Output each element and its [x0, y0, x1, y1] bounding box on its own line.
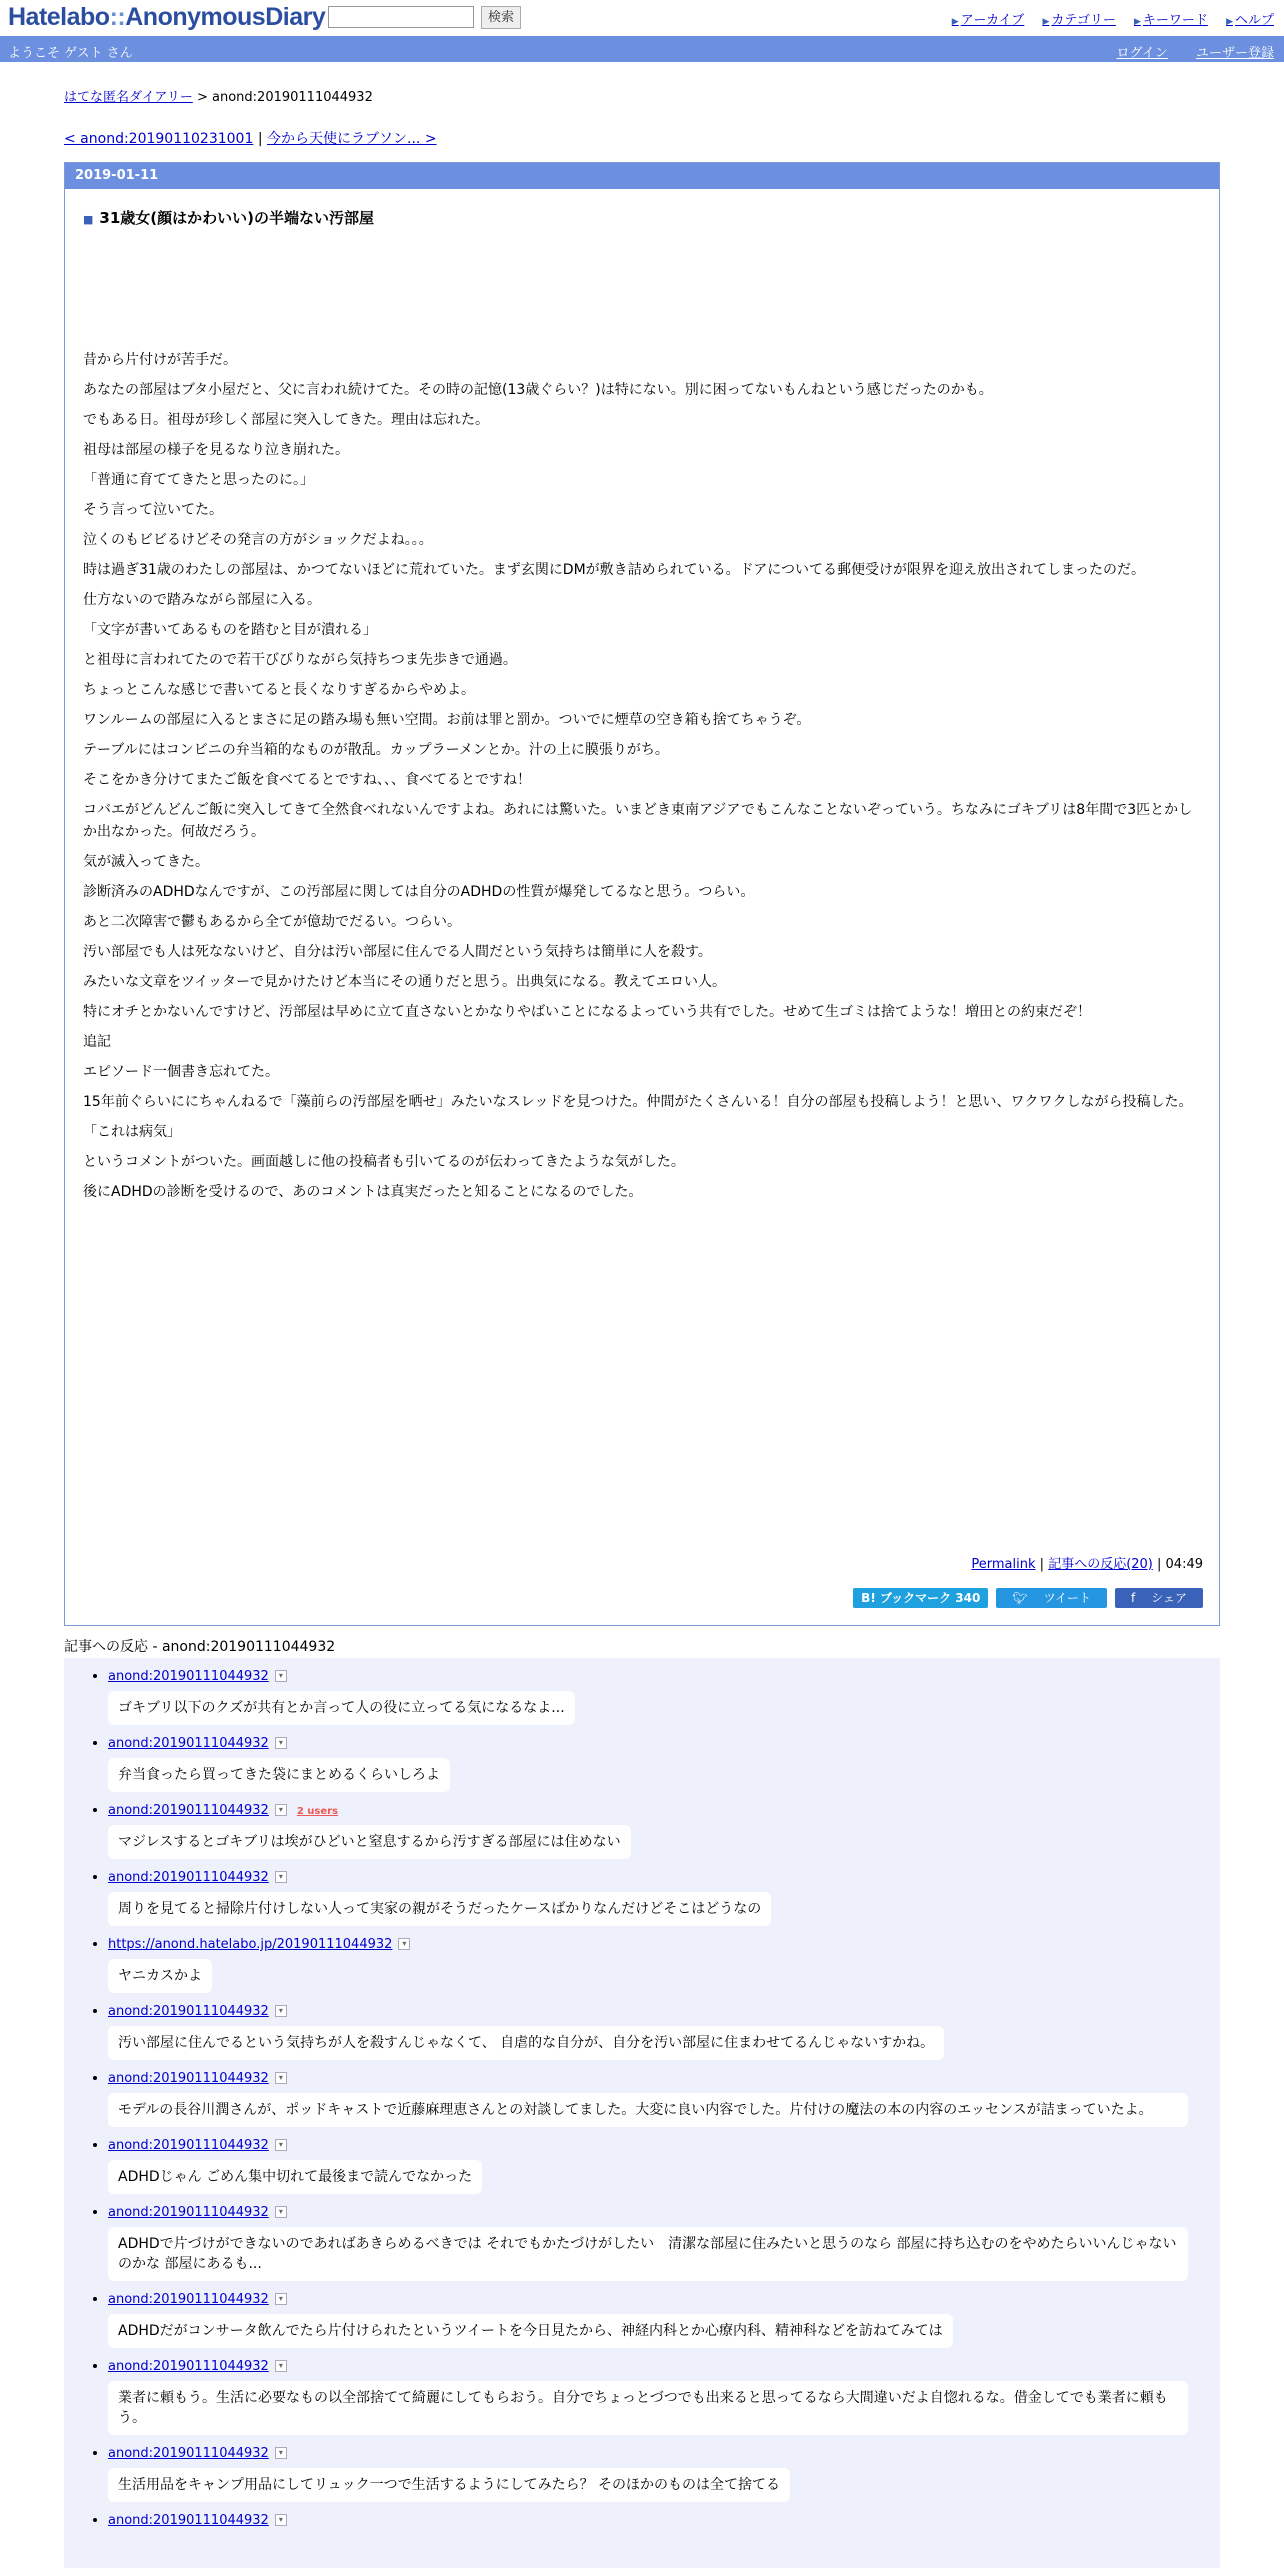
welcome-message: ようこそ ゲスト さん [8, 46, 133, 61]
article-paragraph: あと二次障害で鬱もあるから全てが億劫でだるい。つらい。 [83, 914, 461, 930]
reaction-excerpt: 周りを見てると掃除片付けしない人って実家の親がそうだったケースばかりなんだけどそこはどうなの [108, 1892, 771, 1926]
article-body [83, 349, 1205, 1211]
article-paragraph: 祖母は部屋の様子を見るなり泣き崩れた。 [83, 442, 349, 458]
top-nav [938, 9, 1274, 28]
dropdown-icon[interactable]: ▾ [275, 2447, 287, 2459]
next-entry-link[interactable]: 今から天使にラブソン... > [267, 131, 437, 147]
pager-separator: | [253, 131, 268, 147]
reaction-item [108, 2204, 1220, 2281]
caret-icon: ▶ [1226, 17, 1233, 27]
search-input[interactable] [328, 6, 474, 28]
reaction-item [108, 2445, 1220, 2502]
reaction-link[interactable]: anond:20190111044932 [108, 1669, 269, 1684]
caret-icon: ▶ [1042, 17, 1050, 27]
article-paragraph: そこをかき分けてまたご飯を食べてるとですね、、、食べてるとですね！ [83, 772, 531, 788]
article-paragraph: 15年前ぐらいににちゃんねるで「藻前らの汚部屋を晒せ」みたいなスレッドを見つけた。仲間がたくさんいる！自分の部屋も投稿しよう！と思い、ワクワクしながら投稿した。 [83, 1094, 1193, 1110]
article-paragraph: そう言って泣いてた。 [83, 502, 223, 518]
article-paragraph: あなたの部屋はブタ小屋だと、父に言われ続けてた。その時の記憶(13歳ぐらい？)は特にない。別に困ってないもんねという感じだったのかも。 [83, 382, 993, 398]
article-paragraph: テーブルにはコンビニの弁当箱的なものが散乱。カップラーメンとか。汁の上に膜張りがち。 [83, 742, 669, 758]
dropdown-icon[interactable]: ▾ [275, 1804, 287, 1816]
post-time: 04:49 [1165, 1557, 1203, 1572]
article-paragraph: 「これは病気」 [83, 1124, 181, 1140]
reaction-item [108, 2358, 1220, 2435]
reactions-link[interactable]: 記事への反応(20) [1048, 1557, 1153, 1572]
welcome-bar [0, 36, 1284, 62]
reaction-link[interactable]: anond:20190111044932 [108, 2004, 269, 2019]
article-paragraph: 泣くのもビビるけどその発言の方がショックだよね。。。 [83, 532, 433, 548]
facebook-share-button[interactable]: fシェア [1115, 1588, 1203, 1608]
dropdown-icon[interactable]: ▾ [275, 2206, 287, 2218]
share-buttons [853, 1588, 1203, 1608]
article-date: 2019-01-11 [65, 163, 1219, 189]
reaction-link[interactable]: anond:20190111044932 [108, 2513, 269, 2528]
reaction-excerpt: 生活用品をキャンプ用品にしてリュック一つで生活するようにしてみたら？ そのほかのものは全て捨てる [108, 2468, 790, 2502]
reaction-item [108, 1668, 1220, 1725]
site-logo[interactable]: Hatelabo::AnonymousDiary [8, 3, 326, 31]
twitter-icon: 🐦︎ [1012, 1591, 1028, 1605]
article-paragraph: コバエがどんどんご飯に突入してきて全然食べれないんですよね。あれには驚いた。いまどき東南アジアでもこんなことないぞっていう。ちなみにゴキブリは8年間で3匹とかしか出なかった。何故だろう。 [83, 802, 1193, 840]
register-link[interactable]: ユーザー登録 [1195, 46, 1274, 61]
hatena-bookmark-button[interactable]: B! ブックマーク 340 [853, 1588, 988, 1608]
article-paragraph: 昔から片付けが苦手だ。 [83, 352, 237, 368]
reaction-excerpt: 業者に頼もう。生活に必要なもの以全部捨てて綺麗にしてもらおう。自分でちょっとづつでも出来ると思ってるなら大間違いだよ自惚れるな。借金してでも業者に頼もう。 [108, 2381, 1188, 2435]
reaction-link[interactable]: anond:20190111044932 [108, 2138, 269, 2153]
dropdown-icon[interactable]: ▾ [275, 1871, 287, 1883]
tweet-button[interactable]: 🐦︎ツイート [996, 1588, 1107, 1608]
reaction-excerpt: 汚い部屋に住んでるという気持ちが人を殺すんじゃなくて、 自虐的な自分が、自分を汚い部屋に住まわせてるんじゃないすかね。 [108, 2026, 944, 2060]
search-button[interactable]: 検索 [481, 6, 521, 29]
article-paragraph: みたいな文章をツイッターで見かけたけど本当にその通りだと思う。出典気になる。教えてエロい人。 [83, 974, 727, 990]
pager [64, 128, 437, 148]
reaction-link[interactable]: https://anond.hatelabo.jp/20190111044932 [108, 1937, 393, 1952]
article-paragraph: 気が滅入ってきた。 [83, 854, 209, 870]
article-paragraph: と祖母に言われてたので若干びびりながら気持ちつま先歩きで通過。 [83, 652, 517, 668]
reaction-item [108, 2512, 1220, 2528]
reaction-item [108, 1735, 1220, 1792]
dropdown-icon[interactable]: ▾ [275, 1670, 287, 1682]
reactions-heading: 記事への反応 - anond:20190111044932 [64, 1636, 1220, 1661]
article-paragraph: 追記 [83, 1034, 111, 1050]
article-paragraph: 「普通に育ててきたと思ったのに。」 [83, 472, 314, 488]
article-paragraph: エピソード一個書き忘れてた。 [83, 1064, 279, 1080]
reaction-excerpt: ゴキブリ以下のクズが共有とか言って人の役に立ってる気になるなよ... [108, 1691, 575, 1725]
reaction-item [108, 2137, 1220, 2194]
article-paragraph: 時は過ぎ31歳のわたしの部屋は、かつてないほどに荒れていた。まず玄関にDMが敷き詰められている。ドアについてる郵便受けが限界を迎え放出されてしまったのだ。 [83, 562, 1145, 578]
bookmark-users-badge[interactable]: 2 users [296, 1806, 339, 1817]
prev-entry-link[interactable]: < anond:20190110231001 [64, 131, 254, 147]
reaction-link[interactable]: anond:20190111044932 [108, 1736, 269, 1751]
article-paragraph: 仕方ないので踏みながら部屋に入る。 [83, 592, 321, 608]
login-link[interactable]: ログイン [1116, 46, 1168, 61]
reaction-excerpt: ADHDで片づけができないのであればあきらめるべきでは それでもかたづけがしたい 清潔な部屋に住みたいと思うのなら 部屋に持ち込むのをやめたらいいんじゃないのかな 部屋にあるも... [108, 2227, 1188, 2281]
breadcrumb [64, 86, 373, 105]
dropdown-icon[interactable]: ▾ [275, 2360, 287, 2372]
reaction-link[interactable]: anond:20190111044932 [108, 2359, 269, 2374]
reaction-item [108, 1936, 1220, 1993]
article-paragraph: 汚い部屋でも人は死なないけど、自分は汚い部屋に住んでる人間だという気持ちは簡単に人を殺す。 [83, 944, 712, 960]
dropdown-icon[interactable]: ▾ [275, 1737, 287, 1749]
reaction-excerpt: マジレスするとゴキブリは埃がひどいと窒息するから汚すぎる部屋には住めない [108, 1825, 631, 1859]
dropdown-icon[interactable]: ▾ [275, 2005, 287, 2017]
dropdown-icon[interactable]: ▾ [275, 2293, 287, 2305]
article-paragraph: 診断済みのADHDなんですが、この汚部屋に関しては自分のADHDの性質が爆発してるなと思う。つらい。 [83, 884, 755, 900]
article-paragraph: 「文字が書いてあるものを踏むと目が潰れる」 [83, 622, 377, 638]
article-title[interactable]: ■ 31歳女(顔はかわいい)の半端ない汚部屋 [83, 209, 374, 227]
caret-icon: ▶ [1133, 17, 1141, 27]
article-paragraph: ワンルームの部屋に入るとまさに足の踏み場も無い空間。お前は罪と罰か。ついでに煙草の空き箱も捨てちゃうぞ。 [83, 712, 811, 728]
nav-help-link[interactable]: ▶ ヘルプ [1226, 13, 1274, 28]
reaction-excerpt: 弁当食ったら買ってきた袋にまとめるくらいしろよ [108, 1758, 450, 1792]
article-footer: Permalink | 記事への反応(20) | 04:49 [971, 1557, 1203, 1572]
reaction-link[interactable]: anond:20190111044932 [108, 1803, 269, 1818]
top-bar [0, 0, 1284, 36]
breadcrumb-current: anond:20190111044932 [212, 90, 373, 105]
article-paragraph: ちょっとこんな感じで書いてると長くなりすぎるからやめよ。 [83, 682, 475, 698]
reaction-item [108, 2003, 1220, 2060]
reaction-link[interactable]: anond:20190111044932 [108, 2292, 269, 2307]
nav-archive-link[interactable]: ▶ アーカイブ [951, 13, 1025, 28]
reaction-item [108, 2070, 1220, 2127]
reactions-area [64, 1658, 1220, 2568]
reaction-item [108, 1802, 1220, 1859]
reaction-link[interactable]: anond:20190111044932 [108, 2071, 269, 2086]
nav-keyword-link[interactable]: ▶ キーワード [1133, 13, 1208, 28]
reaction-excerpt: ヤニカスかよ [108, 1959, 212, 1993]
reaction-link[interactable]: anond:20190111044932 [108, 2205, 269, 2220]
reaction-excerpt: モデルの長谷川潤さんが、ポッドキャストで近藤麻理恵さんとの対談してました。大変に良い内容でした。片付けの魔法の本の内容のエッセンスが詰まっていたよ。 [108, 2093, 1188, 2127]
nav-category-link[interactable]: ▶ カテゴリー [1042, 13, 1116, 28]
reaction-link[interactable]: anond:20190111044932 [108, 1870, 269, 1885]
article-paragraph: でもある日。祖母が珍しく部屋に突入してきた。理由は忘れた。 [83, 412, 489, 428]
article-paragraph: 後にADHDの診断を受けるので、あのコメントは真実だったと知ることになるのでした。 [83, 1184, 643, 1200]
permalink-link[interactable]: Permalink [971, 1557, 1036, 1572]
caret-icon: ▶ [951, 17, 959, 27]
article-paragraph: 特にオチとかないんですけど、汚部屋は早めに立て直さないとかなりやばいことになるよっていう共有でした。せめて生ゴミは捨てような！増田との約束だぞ！ [83, 1004, 1091, 1020]
reaction-item [108, 2291, 1220, 2348]
article-paragraph: というコメントがついた。画面越しに他の投稿者も引いてるのが伝わってきたような気がした。 [83, 1154, 685, 1170]
reaction-excerpt: ADHDだがコンサータ飲んでたら片付けられたというツイートを今日見たから、神経内科とか心療内科、精神科などを訪ねてみては [108, 2314, 953, 2348]
article [64, 162, 1220, 1626]
dropdown-icon[interactable]: ▾ [398, 1938, 410, 1950]
reaction-excerpt: ADHDじゃん ごめん集中切れて最後まで読んでなかった [108, 2160, 482, 2194]
reaction-link[interactable]: anond:20190111044932 [108, 2446, 269, 2461]
facebook-icon: f [1131, 1591, 1136, 1605]
dropdown-icon[interactable]: ▾ [275, 2139, 287, 2151]
breadcrumb-separator: > [192, 90, 213, 105]
reactions-list [64, 1668, 1220, 2528]
breadcrumb-home-link[interactable]: はてな匿名ダイアリー [64, 90, 193, 105]
reaction-item [108, 1869, 1220, 1926]
dropdown-icon[interactable]: ▾ [275, 2072, 287, 2084]
square-icon: ■ [83, 213, 94, 226]
dropdown-icon[interactable]: ▾ [275, 2514, 287, 2526]
